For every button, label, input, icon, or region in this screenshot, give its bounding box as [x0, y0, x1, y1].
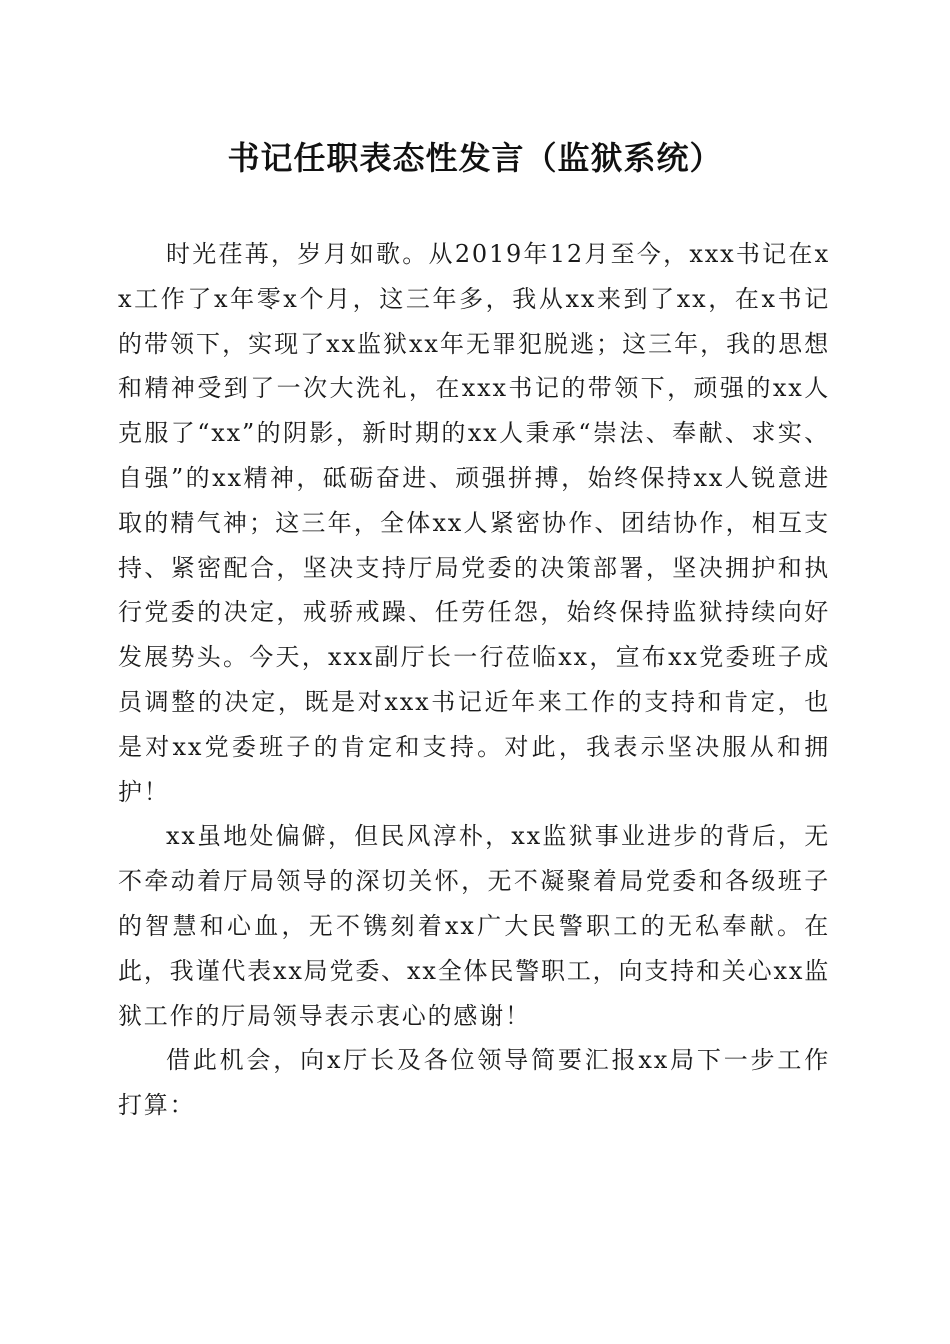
body-paragraph: xx虽地处偏僻，但民风淳朴，xx监狱事业进步的背后，无不牵动着厅局领导的深切关怀，无不凝聚着局党委和各级班子的智慧和心血，无不镌刻着xx广大民警职工的无私奉献。在此，我谨代表xx局党委、xx全体民警职工，向支持和关心xx监狱工作的厅局领导表示衷心的感谢！ [118, 822, 830, 1030]
document-body [118, 232, 830, 1128]
body-paragraph: 时光荏苒，岁月如歌。从2019年12月至今，xxx书记在xx工作了x年零x个月，这三年多，我从xx来到了xx，在x书记的带领下，实现了xx监狱xx年无罪犯脱逃；这三年，我的思想和精神受到了一次大洗礼，在xxx书记的带领下，顽强的xx人克服了“xx”的阴影，新时期的xx人秉承“崇法、奉献、求实、自强”的xx精神，砥砺奋进、顽强拼搏，始终保持xx人锐意进取的精气神；这三年，全体xx人紧密协作、团结协作，相互支持、紧密配合，坚决支持厅局党委的决策部署，坚决拥护和执行党委的决定，戒骄戒躁、任劳任怨，始终保持监狱持续向好发展势头。今天，xxx副厅长一行莅临xx，宣布xx党委班子成员调整的决定，既是对xxx书记近年来工作的支持和肯定，也是对xx党委班子的肯定和支持。对此，我表示坚决服从和拥护！ [118, 240, 830, 806]
document-title: 书记任职表态性发言（监狱系统） [227, 139, 723, 177]
body-paragraph: 借此机会，向x厅长及各位领导简要汇报xx局下一步工作打算： [118, 1046, 830, 1120]
